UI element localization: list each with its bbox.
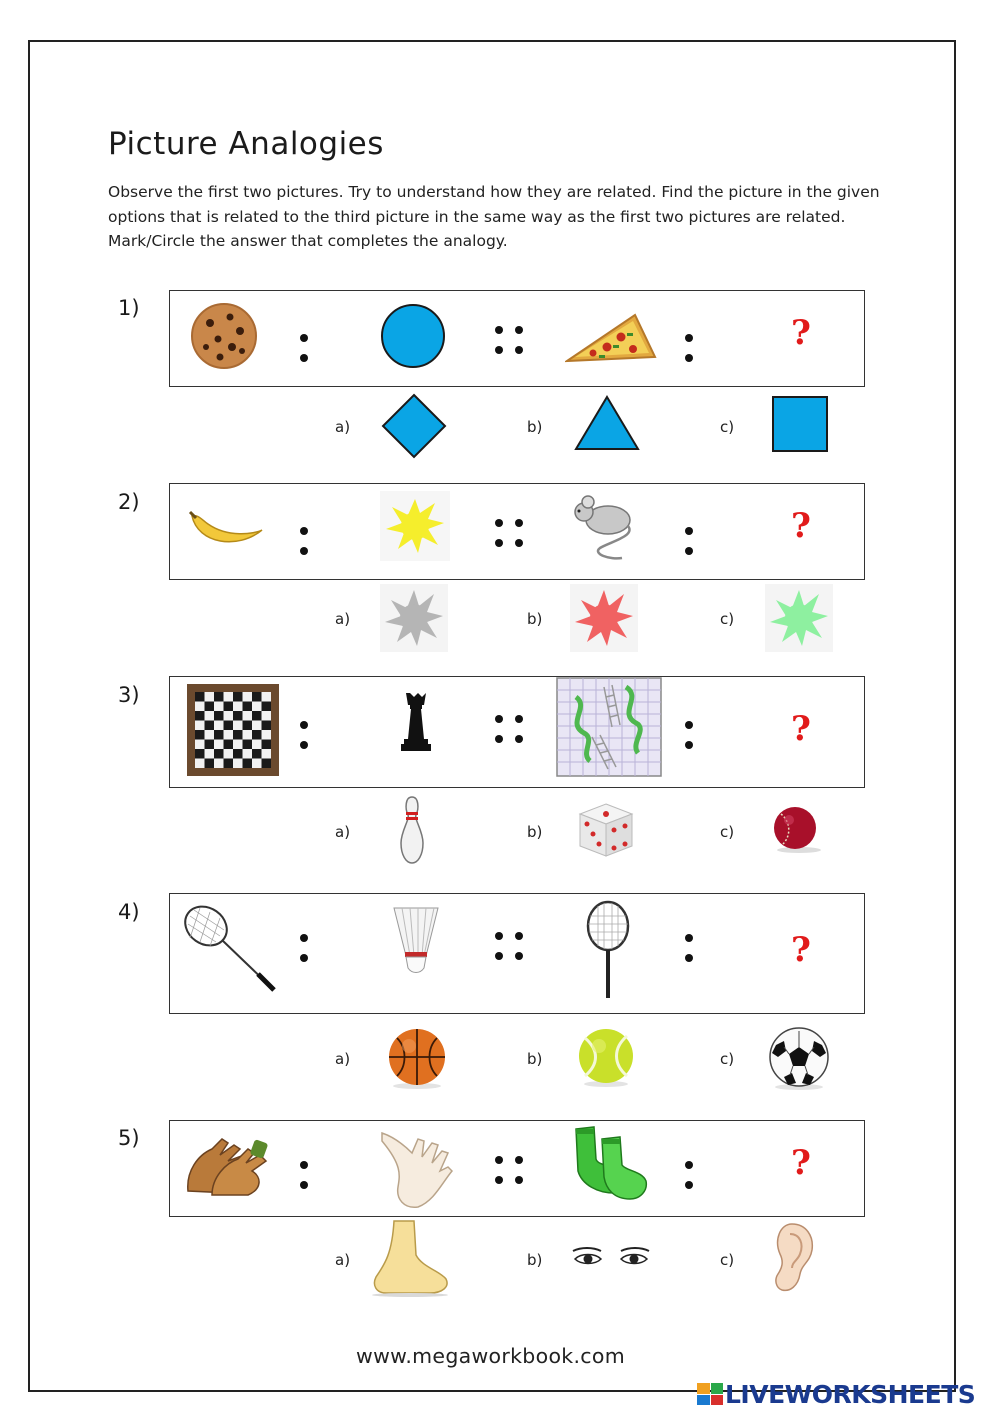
question-mark: ? — [791, 506, 811, 546]
question-4-box — [169, 893, 865, 1014]
option-a-label: a) — [335, 418, 351, 436]
option-c-label: c) — [720, 610, 735, 628]
socks-icon — [568, 1125, 648, 1203]
option-c-label: c) — [720, 1251, 735, 1269]
option-c-label: c) — [720, 1050, 735, 1068]
question-2-box — [169, 483, 865, 580]
question-5-number: 5) — [118, 1126, 140, 1150]
question-mark: ? — [791, 930, 811, 970]
snakes-and-ladders-board-icon — [556, 677, 662, 777]
proportion-sign — [495, 932, 525, 962]
question-1-box — [169, 290, 865, 387]
green-splash-option[interactable] — [765, 584, 833, 652]
question-1-number: 1) — [118, 296, 140, 320]
bowling-pin-option[interactable] — [397, 795, 427, 865]
option-b-label: b) — [527, 418, 543, 436]
badminton-racket-icon — [180, 902, 282, 994]
option-a-label: a) — [335, 1050, 351, 1068]
circle-icon — [380, 303, 446, 369]
instructions: Observe the first two pictures. Try to understand how they are related. Find the picture in the given options that is related to the third picture in the same way as the first two pictures are related. Mark/Circle the answer that completes the analogy. — [108, 183, 880, 250]
pizza-slice-icon — [565, 313, 657, 365]
proportion-sign — [495, 1156, 525, 1186]
cookie-icon — [190, 301, 258, 371]
tennis-racket-icon — [584, 900, 632, 1000]
proportion-sign — [495, 519, 525, 549]
hand-icon — [378, 1127, 456, 1209]
gloves-icon — [182, 1131, 272, 1203]
square-option[interactable] — [771, 395, 829, 453]
question-mark: ? — [791, 313, 811, 353]
question-mark: ? — [791, 1143, 811, 1183]
page-title: Picture Analogies — [108, 126, 384, 162]
option-a-label: a) — [335, 610, 351, 628]
ear-option[interactable] — [770, 1222, 816, 1294]
option-b-label: b) — [527, 610, 543, 628]
question-4-number: 4) — [118, 900, 140, 924]
eyes-option[interactable] — [571, 1245, 651, 1271]
option-b-label: b) — [527, 1251, 543, 1269]
basketball-option[interactable] — [385, 1028, 449, 1090]
foot-option[interactable] — [370, 1219, 452, 1297]
proportion-sign — [495, 326, 525, 356]
shuttlecock-icon — [390, 906, 442, 976]
liveworksheets-logo — [697, 1378, 975, 1410]
question-5-box — [169, 1120, 865, 1217]
question-3-number: 3) — [118, 683, 140, 707]
proportion-sign — [495, 715, 525, 745]
footer-url: www.megaworkbook.com — [356, 1344, 625, 1368]
banana-icon — [188, 504, 266, 550]
option-c-label: c) — [720, 418, 735, 436]
grey-splash-option[interactable] — [380, 584, 448, 652]
option-a-label: a) — [335, 1251, 351, 1269]
yellow-splash-icon — [380, 491, 450, 561]
question-mark: ? — [791, 709, 811, 749]
dice-option[interactable] — [576, 800, 636, 860]
chess-piece-icon — [398, 691, 434, 753]
option-c-label: c) — [720, 823, 735, 841]
cricket-ball-option[interactable] — [769, 806, 825, 854]
option-b-label: b) — [527, 1050, 543, 1068]
option-b-label: b) — [527, 823, 543, 841]
red-splash-option[interactable] — [570, 584, 638, 652]
option-a-label: a) — [335, 823, 351, 841]
liveworksheets-brand: LIVEWORKSHEETS — [725, 1379, 976, 1409]
diamond-option[interactable] — [381, 393, 447, 459]
mouse-icon — [570, 492, 640, 564]
question-2-number: 2) — [118, 490, 140, 514]
tennis-ball-option[interactable] — [575, 1028, 637, 1088]
question-3-box — [169, 676, 865, 788]
triangle-option[interactable] — [573, 394, 641, 452]
soccer-ball-option[interactable] — [766, 1027, 832, 1091]
chess-board-icon — [187, 684, 279, 776]
liveworksheets-mark-icon — [697, 1383, 723, 1405]
